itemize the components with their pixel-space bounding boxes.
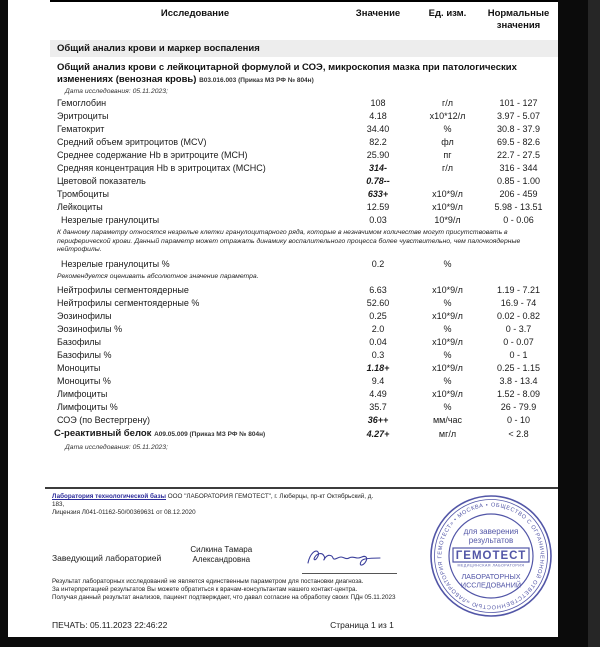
- param-name: СОЭ (по Вестергрену): [57, 415, 150, 425]
- director-name: [181, 545, 262, 564]
- stamp-brand: ГЕМОТЕСТ: [455, 550, 527, 562]
- table-row: [50, 110, 558, 123]
- lab-info-block: [52, 493, 382, 516]
- param-norm: [479, 258, 558, 271]
- param-value: 36++: [367, 415, 389, 425]
- param-value: 0.04: [369, 337, 387, 347]
- director-name-line2: Александровна: [192, 554, 251, 564]
- param-name: [50, 427, 340, 442]
- param-name: Лимфоциты %: [57, 402, 118, 412]
- crp-code: А09.05.009 (Приказ МЗ РФ № 804н): [154, 431, 266, 438]
- table-row: [50, 258, 558, 271]
- param-unit: мг/л: [438, 429, 457, 439]
- table-row: [50, 188, 558, 201]
- param-unit: г/л: [441, 163, 454, 173]
- param-name: Тромбоциты: [57, 189, 110, 199]
- param-unit: х10*9/л: [432, 311, 463, 321]
- param-unit: х10*9/л: [432, 363, 463, 373]
- param-unit: х10*12/л: [429, 111, 466, 121]
- param-unit: х10*9/л: [432, 389, 463, 399]
- disclaimer-line1: Результат лабораторных исследований не является единственным параметром для постановки диагноза.: [52, 578, 364, 585]
- col-header-test: Исследование: [160, 8, 230, 19]
- test-title: [50, 62, 558, 86]
- disclaimer-line3: Получая данный результат анализов, пациент подтверждает, что давал согласие на обработку своих ПДн 05.11.2023: [52, 594, 396, 602]
- param-value: 4.18: [369, 111, 387, 121]
- table-row: [50, 162, 558, 175]
- param-unit: фл: [441, 137, 454, 147]
- param-unit: %: [443, 376, 452, 386]
- signature-icon: [302, 545, 402, 571]
- param-unit: х10*9/л: [432, 337, 463, 347]
- param-name: Базофилы: [57, 337, 101, 347]
- param-name: Нейтрофилы сегментоядерные: [57, 285, 189, 295]
- table-row: [50, 375, 558, 388]
- table-row: [50, 414, 558, 427]
- param-unit: пг: [443, 150, 452, 160]
- director-row: [52, 545, 402, 574]
- param-value: 52.60: [366, 298, 390, 308]
- param-name: Среднее содержание Hb в эритроците (MCH): [57, 150, 248, 160]
- row-note: К данному параметру относятся незрелые клетки гранулоцитарного ряда, которые в незначимом количестве могут присутствовать в периферической крови. Данный параметр может отражать динамику воспалительного процесса более чувствительно, чем палочкоядерные нейтрофилы.: [57, 229, 521, 253]
- param-norm: 101 - 127: [499, 98, 538, 108]
- print-timestamp: ПЕЧАТЬ: 05.11.2023 22:46:22: [52, 620, 168, 630]
- test-code: В03.016.003 (Приказ МЗ РФ № 804н): [199, 76, 314, 84]
- param-name: Незрелые гранулоциты: [61, 215, 160, 225]
- param-unit: х10*9/л: [432, 189, 463, 199]
- stamp-brand-sub: МЕДИЦИНСКАЯ ЛАБОРАТОРИЯ: [457, 563, 525, 568]
- test-date: Дата исследования: 05.11.2023;: [65, 88, 168, 95]
- param-name: Нейтрофилы сегментоядерные %: [57, 298, 200, 308]
- param-norm: 0 - 0.06: [503, 215, 534, 225]
- footer-divider: [45, 487, 558, 489]
- param-name: Средний объем эритроцитов (MCV): [57, 137, 207, 147]
- table-row: [50, 201, 558, 214]
- param-unit: %: [443, 402, 452, 412]
- param-unit: %: [443, 258, 452, 269]
- param-value: 2.0: [371, 324, 385, 334]
- test2-date: Дата исследования: 05.11.2023;: [65, 444, 168, 451]
- param-name: Средняя концентрация Hb в эритроцитах (MCHC): [57, 163, 266, 173]
- param-unit: 10*9/л: [434, 215, 461, 225]
- param-norm: 0 - 1: [509, 350, 528, 360]
- print-row: [52, 620, 512, 630]
- param-value: 0.25: [369, 311, 387, 321]
- table-row: [50, 284, 558, 297]
- param-name: Эритроциты: [57, 111, 109, 121]
- param-norm: 22.7 - 27.5: [496, 150, 541, 160]
- param-norm: 1.19 - 7.21: [496, 285, 541, 295]
- param-norm: 1.52 - 8.09: [496, 389, 541, 399]
- param-unit: мм/час: [432, 415, 463, 425]
- table-row: [50, 336, 558, 349]
- param-value: 25.90: [366, 150, 390, 160]
- signature: [302, 545, 402, 574]
- row-note: Рекомендуется оценивать абсолютное значение параметра.: [57, 272, 259, 280]
- param-unit: г/л: [441, 98, 454, 108]
- param-norm: 0.85 - 1.00: [496, 176, 541, 186]
- results-table: [50, 4, 558, 453]
- crp-name-text: С-реактивный белок: [54, 428, 152, 439]
- param-name: Гематокрит: [57, 124, 105, 134]
- param-norm: 0 - 3.7: [505, 324, 532, 334]
- param-norm: 30.8 - 37.9: [496, 124, 541, 134]
- param-unit: %: [443, 324, 452, 334]
- report-page: [8, 0, 558, 637]
- signature-underline: [302, 573, 397, 574]
- table-row: [50, 323, 558, 336]
- param-norm: 5.98 - 13.51: [494, 202, 543, 212]
- lab-info-text: ООО "ЛАБОРАТОРИЯ ГЕМОТЕСТ", г. Люберцы, пр-кт Октябрьский, д. 183,: [52, 493, 374, 508]
- param-value: 4.49: [369, 389, 387, 399]
- param-value: 34.40: [366, 124, 390, 134]
- table-row: [50, 123, 558, 136]
- stamp-line4: ИССЛЕДОВАНИЙ: [460, 580, 522, 590]
- param-value: 0.3: [371, 350, 385, 360]
- table-row: [50, 175, 558, 188]
- param-name: Моноциты: [57, 363, 101, 373]
- param-norm: 3.8 - 13.4: [499, 376, 538, 386]
- page-number: Страница 1 из 1: [330, 620, 394, 630]
- table-row: [50, 97, 558, 110]
- param-value: 6.63: [369, 285, 387, 295]
- table-row: [50, 149, 558, 162]
- table-row: [50, 136, 558, 149]
- param-name: Лейкоциты: [57, 202, 103, 212]
- param-norm: 16.9 - 74: [500, 298, 537, 308]
- results-rows: [50, 97, 558, 427]
- stamp-line1: для заверения: [463, 527, 519, 536]
- disclaimer-block: [52, 578, 472, 603]
- param-norm: 26 - 79.9: [500, 402, 537, 412]
- table-row: [50, 388, 558, 401]
- param-name: Моноциты %: [57, 376, 111, 386]
- param-unit: [416, 175, 479, 188]
- table-row: [50, 427, 558, 442]
- param-value: 108: [370, 98, 386, 108]
- col-header-value: Значение: [355, 8, 401, 19]
- table-row: [50, 214, 558, 227]
- param-name: Эозинофилы %: [57, 324, 123, 334]
- param-name: Незрелые гранулоциты %: [61, 258, 170, 269]
- param-norm: 0 - 10: [506, 415, 530, 425]
- section-title: Общий анализ крови и маркер воспаления: [50, 40, 558, 57]
- param-value: 4.27+: [366, 429, 390, 439]
- lab-license: Лицензия Л041-01162-50/00369631 от 08.12.2020: [52, 508, 196, 516]
- param-norm: < 2.8: [508, 429, 529, 439]
- test-title-text: Общий анализ крови с лейкоцитарной формулой и СОЭ, микроскопия мазка при патологических изменениях (венозная кровь): [57, 62, 517, 85]
- param-value: 82.2: [369, 137, 387, 147]
- lab-link[interactable]: Лаборатория технологической базы: [52, 493, 166, 500]
- param-norm: 0 - 0.07: [503, 337, 534, 347]
- disclaimer-line2: За интерпретацией результатов Вы можете обратиться к врачам-консультантам нашего контакт-центра.: [52, 586, 358, 594]
- director-name-line1: Силкина Тамара: [190, 545, 253, 554]
- param-norm: 316 - 344: [499, 163, 538, 173]
- param-name: Лимфоциты: [57, 389, 108, 399]
- col-header-norm: Нормальные значения: [487, 8, 550, 31]
- table-top-border: [50, 0, 558, 2]
- param-value: 35.7: [369, 402, 387, 412]
- param-norm: 69.5 - 82.6: [496, 137, 541, 147]
- param-value: 0.03: [369, 215, 387, 225]
- param-value: 9.4: [371, 376, 385, 386]
- param-norm: 0.02 - 0.82: [496, 311, 541, 321]
- param-value: 633+: [367, 189, 389, 199]
- param-value: 314-: [368, 163, 387, 173]
- table-row: [50, 401, 558, 414]
- param-value: 1.18+: [366, 363, 390, 373]
- param-unit: %: [443, 124, 452, 134]
- param-norm: 206 - 459: [499, 189, 538, 199]
- param-norm: 3.97 - 5.07: [496, 111, 541, 121]
- param-value: 0.78--: [366, 176, 390, 186]
- lab-stamp-icon: [427, 492, 555, 620]
- param-unit: %: [443, 298, 452, 308]
- stamp-line3: ЛАБОРАТОРНЫХ: [461, 572, 521, 581]
- table-row: [50, 297, 558, 310]
- param-unit: х10*9/л: [432, 285, 463, 295]
- col-header-unit: Ед. изм.: [428, 8, 467, 19]
- stamp-line2: результатов: [468, 536, 514, 545]
- director-label: Заведующий лабораторией: [52, 553, 162, 563]
- param-name: Эозинофилы: [57, 311, 112, 321]
- param-name: Цветовой показатель: [57, 176, 146, 186]
- param-name: Гемоглобин: [57, 98, 107, 108]
- lab-stamp: [427, 492, 555, 620]
- param-name: Базофилы %: [57, 350, 112, 360]
- viewer-edge: [588, 0, 600, 647]
- table-row: [50, 349, 558, 362]
- param-norm: 0.25 - 1.15: [496, 363, 541, 373]
- param-value: 0.2: [371, 258, 385, 269]
- table-row: [50, 310, 558, 323]
- param-value: 12.59: [366, 202, 390, 212]
- stamp-ring-text: ОБЩЕСТВО С ОГРАНИЧЕННОЙ ОТВЕТСТВЕННОСТЬЮ «ЛАБОРАТОРИЯ ГЕМОТЕСТ» • МОСКВА •: [437, 502, 545, 610]
- table-header-row: [50, 4, 558, 32]
- param-unit: х10*9/л: [432, 202, 463, 212]
- param-unit: %: [443, 350, 452, 360]
- table-row: [50, 362, 558, 375]
